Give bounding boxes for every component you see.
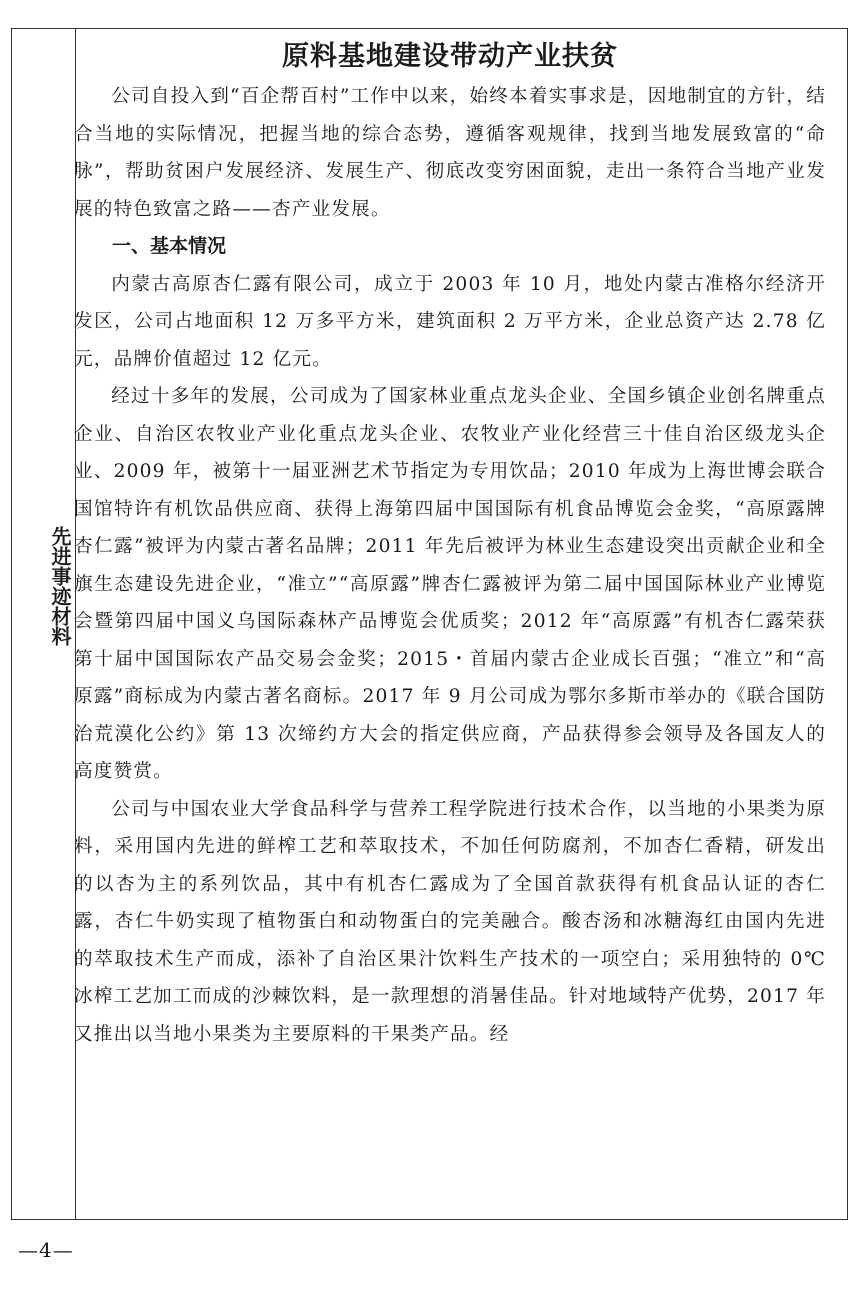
cooperation-paragraph: 公司与中国农业大学食品科学与营养工程学院进行技术合作，以当地的小果类为原料，采用国内先进的鲜榨工艺和萃取技术，不加任何防腐剂，不加杏仁香精，研发出的以杏为主的系列饮品，其中有机杏仁露成为了全国首款获得有机食品认证的杏仁露，杏仁牛奶实现了植物蛋白和动物蛋白的完美融合。酸杏汤和冰糖海红由国内先进的萃取技术生产而成，添补了自治区果汁饮料生产技术的一项空白；采用独特的 0℃冰榨工艺加工而成的沙棘饮料，是一款理想的消暑佳品。针对地域特产优势，2017 年又推出以当地小果类为主要原料的干果类产品。经 [74,798,827,1045]
basic-info-paragraph: 内蒙古高原杏仁露有限公司，成立于 2003 年 10 月，地处内蒙古准格尔经济开发区，公司占地面积 12 万多平方米，建筑面积 2 万平方米，企业总资产达 2.78 亿元，品牌价值超过 12 亿元。 [74,273,826,370]
side-label-text: 先进事迹材料 [48,526,72,646]
development-paragraph: 经过十多年的发展，公司成为了国家林业重点龙头企业、全国乡镇企业创名牌重点企业、自治区农牧业产业化重点龙头企业、农牧业产业化经营三十佳自治区级龙头企业、2009 年，被第十一届亚洲艺术节指定为专用饮品；2010 年成为上海世博会联合国馆特许有机饮品供应商、获得上海第四届中国国际有机食品博览会金奖，“高原露牌杏仁露”被评为内蒙古著名品牌；2011 年先后被评为林业生态建设突出贡献企业和全旗生态建设先进企业，“准立”“高原露”牌杏仁露被评为第二届中国国际林业产业博览会暨第四届中国义乌国际森林产品博览会优质奖；2012 年“高原露”有机杏仁露荣获第十届中国国际农产品交易会金奖；2015・首届内蒙古企业成长百强；“准立”和“高原露”商标成为内蒙古著名商标。2017 年 9 月公司成为鄂尔多斯市举办的《联合国防治荒漠化公约》第 13 次缔约方大会的指定供应商，产品获得参会领导及各国友人的高度赞赏。 [74,386,826,782]
side-label [12,526,76,646]
section-heading: 一、基本情况 [112,235,227,257]
side-column [12,29,76,1219]
intro-paragraph: 公司自投入到“百企帮百村”工作中以来，始终本着实事求是，因地制宜的方针，结合当地的实际情况，把握当地的综合态势，遵循客观规律，找到当地发展致富的“命脉”，帮助贫困户发展经济、发展生产、彻底改变穷困面貌，走出一条符合当地产业发展的特色致富之路——杏产业发展。 [74,86,826,220]
document-title: 原料基地建设带动产业扶贫 [282,41,618,72]
document-content [74,36,826,1053]
page-number: —4— [18,1238,74,1262]
